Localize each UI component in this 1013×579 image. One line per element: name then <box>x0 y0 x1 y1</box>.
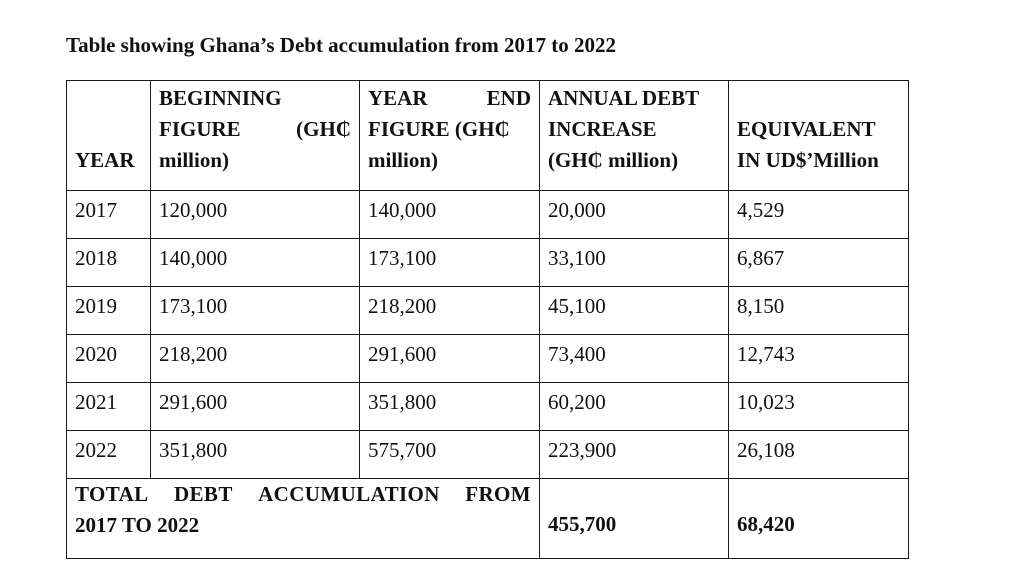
total-label <box>67 479 540 559</box>
cell-beginning: 120,000 <box>151 191 360 239</box>
header-year: YEAR <box>67 81 151 191</box>
cell-year: 2020 <box>67 335 151 383</box>
cell-year-end: 218,200 <box>360 287 540 335</box>
cell-beginning: 218,200 <box>151 335 360 383</box>
cell-year: 2019 <box>67 287 151 335</box>
debt-table <box>66 80 909 559</box>
table-row <box>67 287 909 335</box>
table-row <box>67 191 909 239</box>
table-title: Table showing Ghana’s Debt accumulation from 2017 to 2022 <box>66 33 616 57</box>
cell-beginning: 351,800 <box>151 431 360 479</box>
cell-year: 2021 <box>67 383 151 431</box>
cell-annual-increase: 33,100 <box>540 239 729 287</box>
total-annual-increase: 455,700 <box>540 479 729 559</box>
table-total-row <box>67 479 909 559</box>
cell-usd-equivalent: 26,108 <box>729 431 909 479</box>
cell-year-end: 575,700 <box>360 431 540 479</box>
cell-beginning: 140,000 <box>151 239 360 287</box>
header-usd-equivalent: EQUIVALENT IN UD$’Million <box>729 81 909 191</box>
cell-annual-increase: 60,200 <box>540 383 729 431</box>
cell-year-end: 351,800 <box>360 383 540 431</box>
total-label-line2: 2017 TO 2022 <box>75 513 200 537</box>
cell-year: 2017 <box>67 191 151 239</box>
table-row <box>67 383 909 431</box>
cell-annual-increase: 45,100 <box>540 287 729 335</box>
total-usd-equivalent: 68,420 <box>729 479 909 559</box>
table-row <box>67 335 909 383</box>
cell-beginning: 291,600 <box>151 383 360 431</box>
cell-annual-increase: 73,400 <box>540 335 729 383</box>
header-year-end-figure: YEAR END FIGURE (GH₵ million) <box>360 81 540 191</box>
cell-year: 2018 <box>67 239 151 287</box>
header-annual-debt-increase: ANNUAL DEBT INCREASE (GH₵ million) <box>540 81 729 191</box>
cell-usd-equivalent: 4,529 <box>729 191 909 239</box>
cell-annual-increase: 223,900 <box>540 431 729 479</box>
table-header-row <box>67 81 909 191</box>
cell-usd-equivalent: 6,867 <box>729 239 909 287</box>
table-row <box>67 431 909 479</box>
cell-usd-equivalent: 8,150 <box>729 287 909 335</box>
cell-year-end: 291,600 <box>360 335 540 383</box>
cell-year-end: 140,000 <box>360 191 540 239</box>
total-label-line1: TOTAL DEBT ACCUMULATION FROM <box>75 482 531 506</box>
cell-beginning: 173,100 <box>151 287 360 335</box>
table-row <box>67 239 909 287</box>
cell-usd-equivalent: 10,023 <box>729 383 909 431</box>
cell-year: 2022 <box>67 431 151 479</box>
cell-usd-equivalent: 12,743 <box>729 335 909 383</box>
cell-annual-increase: 20,000 <box>540 191 729 239</box>
cell-year-end: 173,100 <box>360 239 540 287</box>
header-beginning-figure: BEGINNING FIGURE (GH₵ million) <box>151 81 360 191</box>
